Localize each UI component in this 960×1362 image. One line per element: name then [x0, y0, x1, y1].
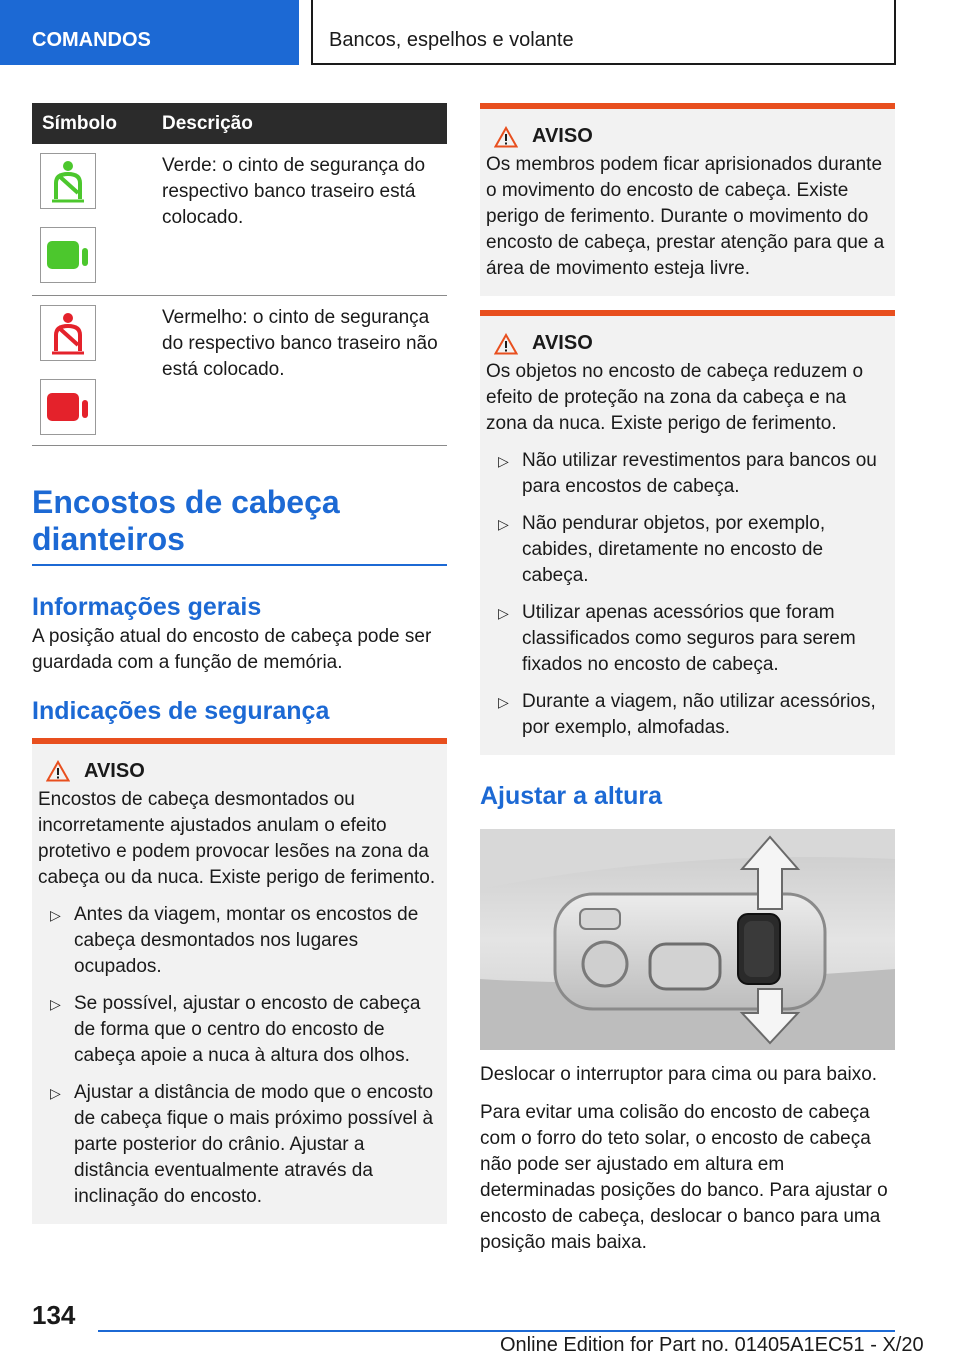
symbol-cell	[32, 295, 162, 445]
warning-text: Os objetos no encosto de cabeça reduzem o efeito de proteção na zona da cabeça e na zona da nuca. Existe perigo de ferimento.	[486, 361, 864, 434]
list-item-text: Durante a viagem, não utilizar acessórios, por exemplo, almofadas.	[522, 691, 876, 738]
warning-text: Os membros podem ficar aprisionados durante o movimento do encosto de cabeça. Existe perigo de ferimento. Durante o movimento do encosto de cabeça, prestar atenção para que a área de movimento esteja livre.	[486, 154, 885, 279]
bullet-triangle-icon: ▷	[498, 605, 509, 621]
list-item	[486, 448, 889, 500]
table-row	[32, 295, 447, 445]
description-cell: Vermelho: o cinto de segurança do respectivo banco traseiro não está colocado.	[162, 295, 447, 445]
warning-triangle-icon	[494, 126, 518, 148]
seatbelt-green-icon	[40, 153, 96, 209]
symbol-table	[32, 103, 447, 446]
warning-box	[480, 103, 895, 296]
list-item	[486, 511, 889, 589]
section-heading: Encostos de cabeça dianteiros	[32, 484, 447, 566]
list-item	[486, 689, 889, 741]
warning-text: Encostos de cabeça desmontados ou incorretamente ajustados anulam o efeito protetivo e podem provocar lesões na zona da cabeça ou da nuca. Existe perigo de ferimento.	[38, 788, 436, 888]
right-column	[480, 103, 895, 1256]
page-number: 134	[32, 1300, 76, 1330]
warning-triangle-icon	[46, 760, 70, 782]
bullet-triangle-icon: ▷	[498, 453, 509, 469]
safety-heading: Indicações de segurança	[32, 696, 330, 725]
seat-indicator-red-icon	[40, 379, 96, 435]
warning-box	[32, 738, 447, 1224]
footer-divider	[98, 1330, 895, 1332]
adjust-height-heading: Ajustar a altura	[480, 782, 663, 810]
list-item-text: Não utilizar revestimentos para bancos ou para encostos de cabeça.	[522, 450, 877, 497]
seatbelt-red-icon	[40, 305, 96, 361]
table-row	[32, 144, 447, 295]
edition-text: Online Edition for Part no. 01405A1EC51 - X/20	[500, 1334, 924, 1356]
bullet-triangle-icon: ▷	[50, 995, 61, 1012]
adjust-text: Para evitar uma colisão do encosto de cabeça com o forro do teto solar, o encosto de cabeça não pode ser ajustado em altura em determinadas posições do banco. Para ajustar o encosto de cabeça, deslocar o banco para uma posição mais baixa.	[480, 1102, 888, 1253]
general-info-heading: Informações gerais	[32, 592, 262, 621]
list-item-text: Ajustar a distância de modo que o encosto de cabeça fique o mais próximo possível à parte posterior do crânio. Ajustar a distância eventualmente através da inclinação do encosto.	[74, 1081, 434, 1207]
list-item-text: Antes da viagem, montar os encostos de cabeça desmontados nos lugares ocupados.	[74, 903, 419, 977]
list-item	[38, 991, 441, 1069]
symbol-cell	[32, 144, 162, 295]
warning-box	[480, 310, 895, 755]
list-item-text: Utilizar apenas acessórios que foram classificados como seguros para serem fixados no encosto de cabeça.	[522, 602, 856, 675]
list-item-text: Não pendurar objetos, por exemplo, cabides, diretamente no encosto de cabeça.	[522, 513, 826, 586]
bullet-triangle-icon: ▷	[498, 516, 509, 532]
seat-indicator-green-icon	[40, 227, 96, 283]
bullet-triangle-icon: ▷	[50, 906, 61, 923]
list-item	[486, 600, 889, 678]
bullet-triangle-icon: ▷	[498, 694, 509, 710]
description-cell: Verde: o cinto de segurança do respectivo banco traseiro está colocado.	[162, 144, 447, 295]
list-item	[38, 902, 441, 980]
chapter-title: Bancos, espelhos e volante	[311, 0, 896, 65]
adjust-caption: Deslocar o interruptor para cima ou para baixo.	[480, 1064, 878, 1085]
list-item	[38, 1080, 441, 1210]
section-tab: COMANDOS	[0, 0, 299, 65]
col-header-symbol: Símbolo	[32, 103, 162, 144]
warning-title	[38, 760, 441, 783]
col-header-description: Descrição	[162, 103, 447, 144]
warning-label: AVISO	[84, 759, 145, 782]
warning-label: AVISO	[532, 125, 593, 147]
warning-title	[486, 332, 889, 355]
headrest-switch-photo	[480, 829, 895, 1050]
warning-label: AVISO	[532, 332, 593, 354]
bullet-triangle-icon: ▷	[50, 1084, 61, 1101]
warning-triangle-icon	[494, 333, 518, 355]
warning-title	[486, 125, 889, 148]
list-item-text: Se possível, ajustar o encosto de cabeça de forma que o centro do encosto de cabeça apoie a nuca à altura dos olhos.	[74, 992, 421, 1066]
left-column	[32, 103, 447, 1224]
general-info-text: A posição atual do encosto de cabeça pode ser guardada com a função de memória.	[32, 625, 432, 673]
